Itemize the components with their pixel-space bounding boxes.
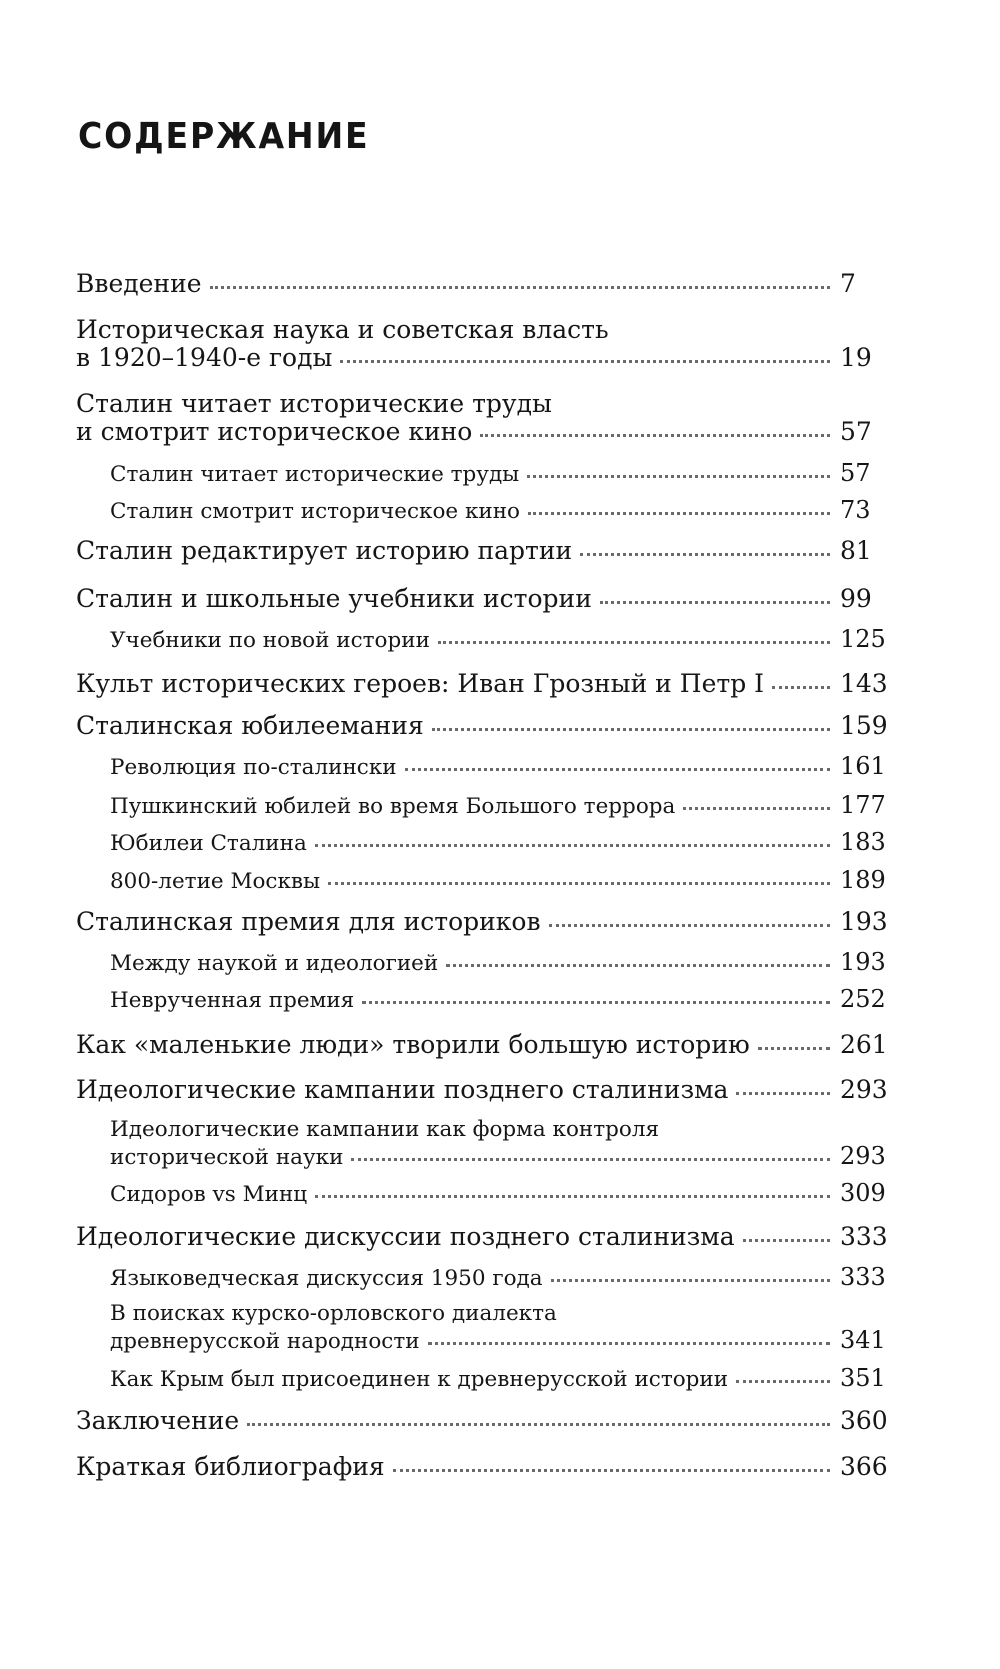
toc-entry (76, 1031, 906, 1059)
entry-title: Введение (76, 270, 202, 298)
entry-title: Как «маленькие люди» творили большую историю (76, 1031, 750, 1059)
toc-entry (76, 316, 906, 372)
page-number: 252 (840, 985, 886, 1013)
dot-leader (247, 1423, 830, 1426)
toc-subentry (110, 1365, 906, 1393)
toc-entry (76, 390, 906, 446)
entry-title-line: В поисках курско-орловского диалекта (110, 1301, 557, 1326)
entry-title: исторической науки (110, 1145, 344, 1170)
toc-subentry (110, 497, 906, 525)
toc-entry (76, 1223, 906, 1251)
entry-title: Сталинская премия для историков (76, 908, 541, 936)
toc-entry (76, 908, 906, 936)
toc-subentry (110, 1180, 906, 1208)
page-number: 57 (840, 459, 871, 487)
toc-subentry (110, 460, 906, 488)
toc-subentry (110, 867, 906, 895)
dot-leader (351, 1158, 830, 1161)
page-title: СОДЕРЖАНИЕ (78, 116, 370, 157)
entry-title: Идеологические кампании позднего сталинизма (76, 1076, 729, 1104)
page-number: 7 (840, 269, 856, 298)
dot-leader (758, 1047, 830, 1050)
page-number: 99 (840, 584, 872, 613)
dot-leader (210, 286, 830, 289)
dot-leader (432, 728, 830, 731)
page-number: 177 (840, 791, 886, 819)
dot-leader (340, 360, 830, 363)
entry-title: Культ исторических героев: Иван Грозный и Петр I (76, 670, 765, 698)
entry-title-line: Сталин читает исторические труды (76, 389, 552, 418)
entry-title: 800-летие Москвы (110, 869, 321, 894)
entry-title: Революция по-сталински (110, 755, 397, 780)
entry-title: Сталинская юбилеемания (76, 712, 424, 740)
entry-title: Сталин редактирует историю партии (76, 537, 573, 565)
toc-subentry (110, 949, 906, 977)
page-number: 360 (840, 1406, 888, 1435)
toc-subentry (110, 753, 906, 781)
dot-leader (362, 1001, 830, 1004)
dot-leader (527, 475, 830, 478)
entry-title: Юбилеи Сталина (110, 831, 307, 856)
toc-entry (76, 585, 906, 613)
page-number: 261 (840, 1030, 888, 1059)
page-number: 125 (840, 625, 886, 653)
page-number: 333 (840, 1222, 888, 1251)
entry-title: Сталин смотрит историческое кино (110, 499, 521, 524)
page-number: 19 (840, 343, 872, 372)
page-number: 159 (840, 711, 888, 740)
entry-title: Краткая библиография (76, 1453, 385, 1481)
dot-leader (736, 1092, 830, 1095)
entry-title: Учебники по новой истории (110, 628, 430, 653)
page-number: 193 (840, 948, 886, 976)
entry-title: в 1920–1940-е годы (76, 344, 333, 372)
entry-title: Языковедческая дискуссия 1950 года (110, 1266, 543, 1291)
toc-subentry (110, 1117, 906, 1171)
dot-leader (328, 882, 830, 885)
toc-subentry (110, 829, 906, 857)
dot-leader (315, 1195, 830, 1198)
page-number: 73 (840, 496, 871, 524)
toc-entry (76, 270, 906, 298)
dot-leader (580, 553, 830, 556)
entry-title: Неврученная премия (110, 988, 355, 1013)
dot-leader (528, 512, 830, 515)
page-number: 293 (840, 1142, 886, 1170)
toc-entry (76, 712, 906, 740)
entry-title: Заключение (76, 1407, 240, 1435)
entry-title-line: Историческая наука и советская власть (76, 315, 609, 344)
entry-title: Между наукой и идеологией (110, 951, 439, 976)
dot-leader (743, 1239, 830, 1242)
toc-entry (76, 537, 906, 565)
entry-title: Как Крым был присоединен к древнерусской истории (110, 1367, 729, 1392)
page-number: 143 (840, 669, 888, 698)
dot-leader (405, 768, 830, 771)
entry-title: Сталин и школьные учебники истории (76, 585, 592, 613)
dot-leader (315, 844, 830, 847)
dot-leader (600, 601, 830, 604)
dot-leader (438, 641, 830, 644)
dot-leader (736, 1380, 830, 1383)
page-number: 57 (840, 417, 872, 446)
page-number: 161 (840, 752, 886, 780)
toc-subentry (110, 1264, 906, 1292)
toc-subentry (110, 1301, 906, 1355)
dot-leader (446, 964, 830, 967)
entry-title: Сидоров vs Минц (110, 1182, 308, 1207)
entry-title: Пушкинский юбилей во время Большого террора (110, 794, 676, 819)
dot-leader (551, 1279, 830, 1282)
entry-title: Идеологические дискуссии позднего сталинизма (76, 1223, 735, 1251)
dot-leader (683, 807, 830, 810)
toc-entry (76, 1407, 906, 1435)
table-of-contents (76, 0, 906, 1669)
toc-entry (76, 1076, 906, 1104)
page-number: 333 (840, 1263, 886, 1291)
dot-leader (393, 1469, 830, 1472)
dot-leader (772, 686, 830, 689)
dot-leader (549, 924, 830, 927)
page-number: 366 (840, 1452, 888, 1481)
page-number: 81 (840, 536, 872, 565)
toc-subentry (110, 986, 906, 1014)
dot-leader (480, 434, 830, 437)
page-number: 351 (840, 1364, 886, 1392)
toc-entry (76, 1453, 906, 1481)
entry-title: и смотрит историческое кино (76, 418, 473, 446)
toc-subentry (110, 792, 906, 820)
page-number: 193 (840, 907, 888, 936)
page-number: 341 (840, 1326, 886, 1354)
entry-title: древнерусской народности (110, 1329, 420, 1354)
dot-leader (428, 1342, 830, 1345)
toc-subentry (110, 626, 906, 654)
toc-entry (76, 670, 906, 698)
page-number: 183 (840, 828, 886, 856)
page-number: 189 (840, 866, 886, 894)
entry-title: Сталин читает исторические труды (110, 462, 520, 487)
page-number: 293 (840, 1075, 888, 1104)
entry-title-line: Идеологические кампании как форма контроля (110, 1117, 660, 1142)
page-number: 309 (840, 1179, 886, 1207)
